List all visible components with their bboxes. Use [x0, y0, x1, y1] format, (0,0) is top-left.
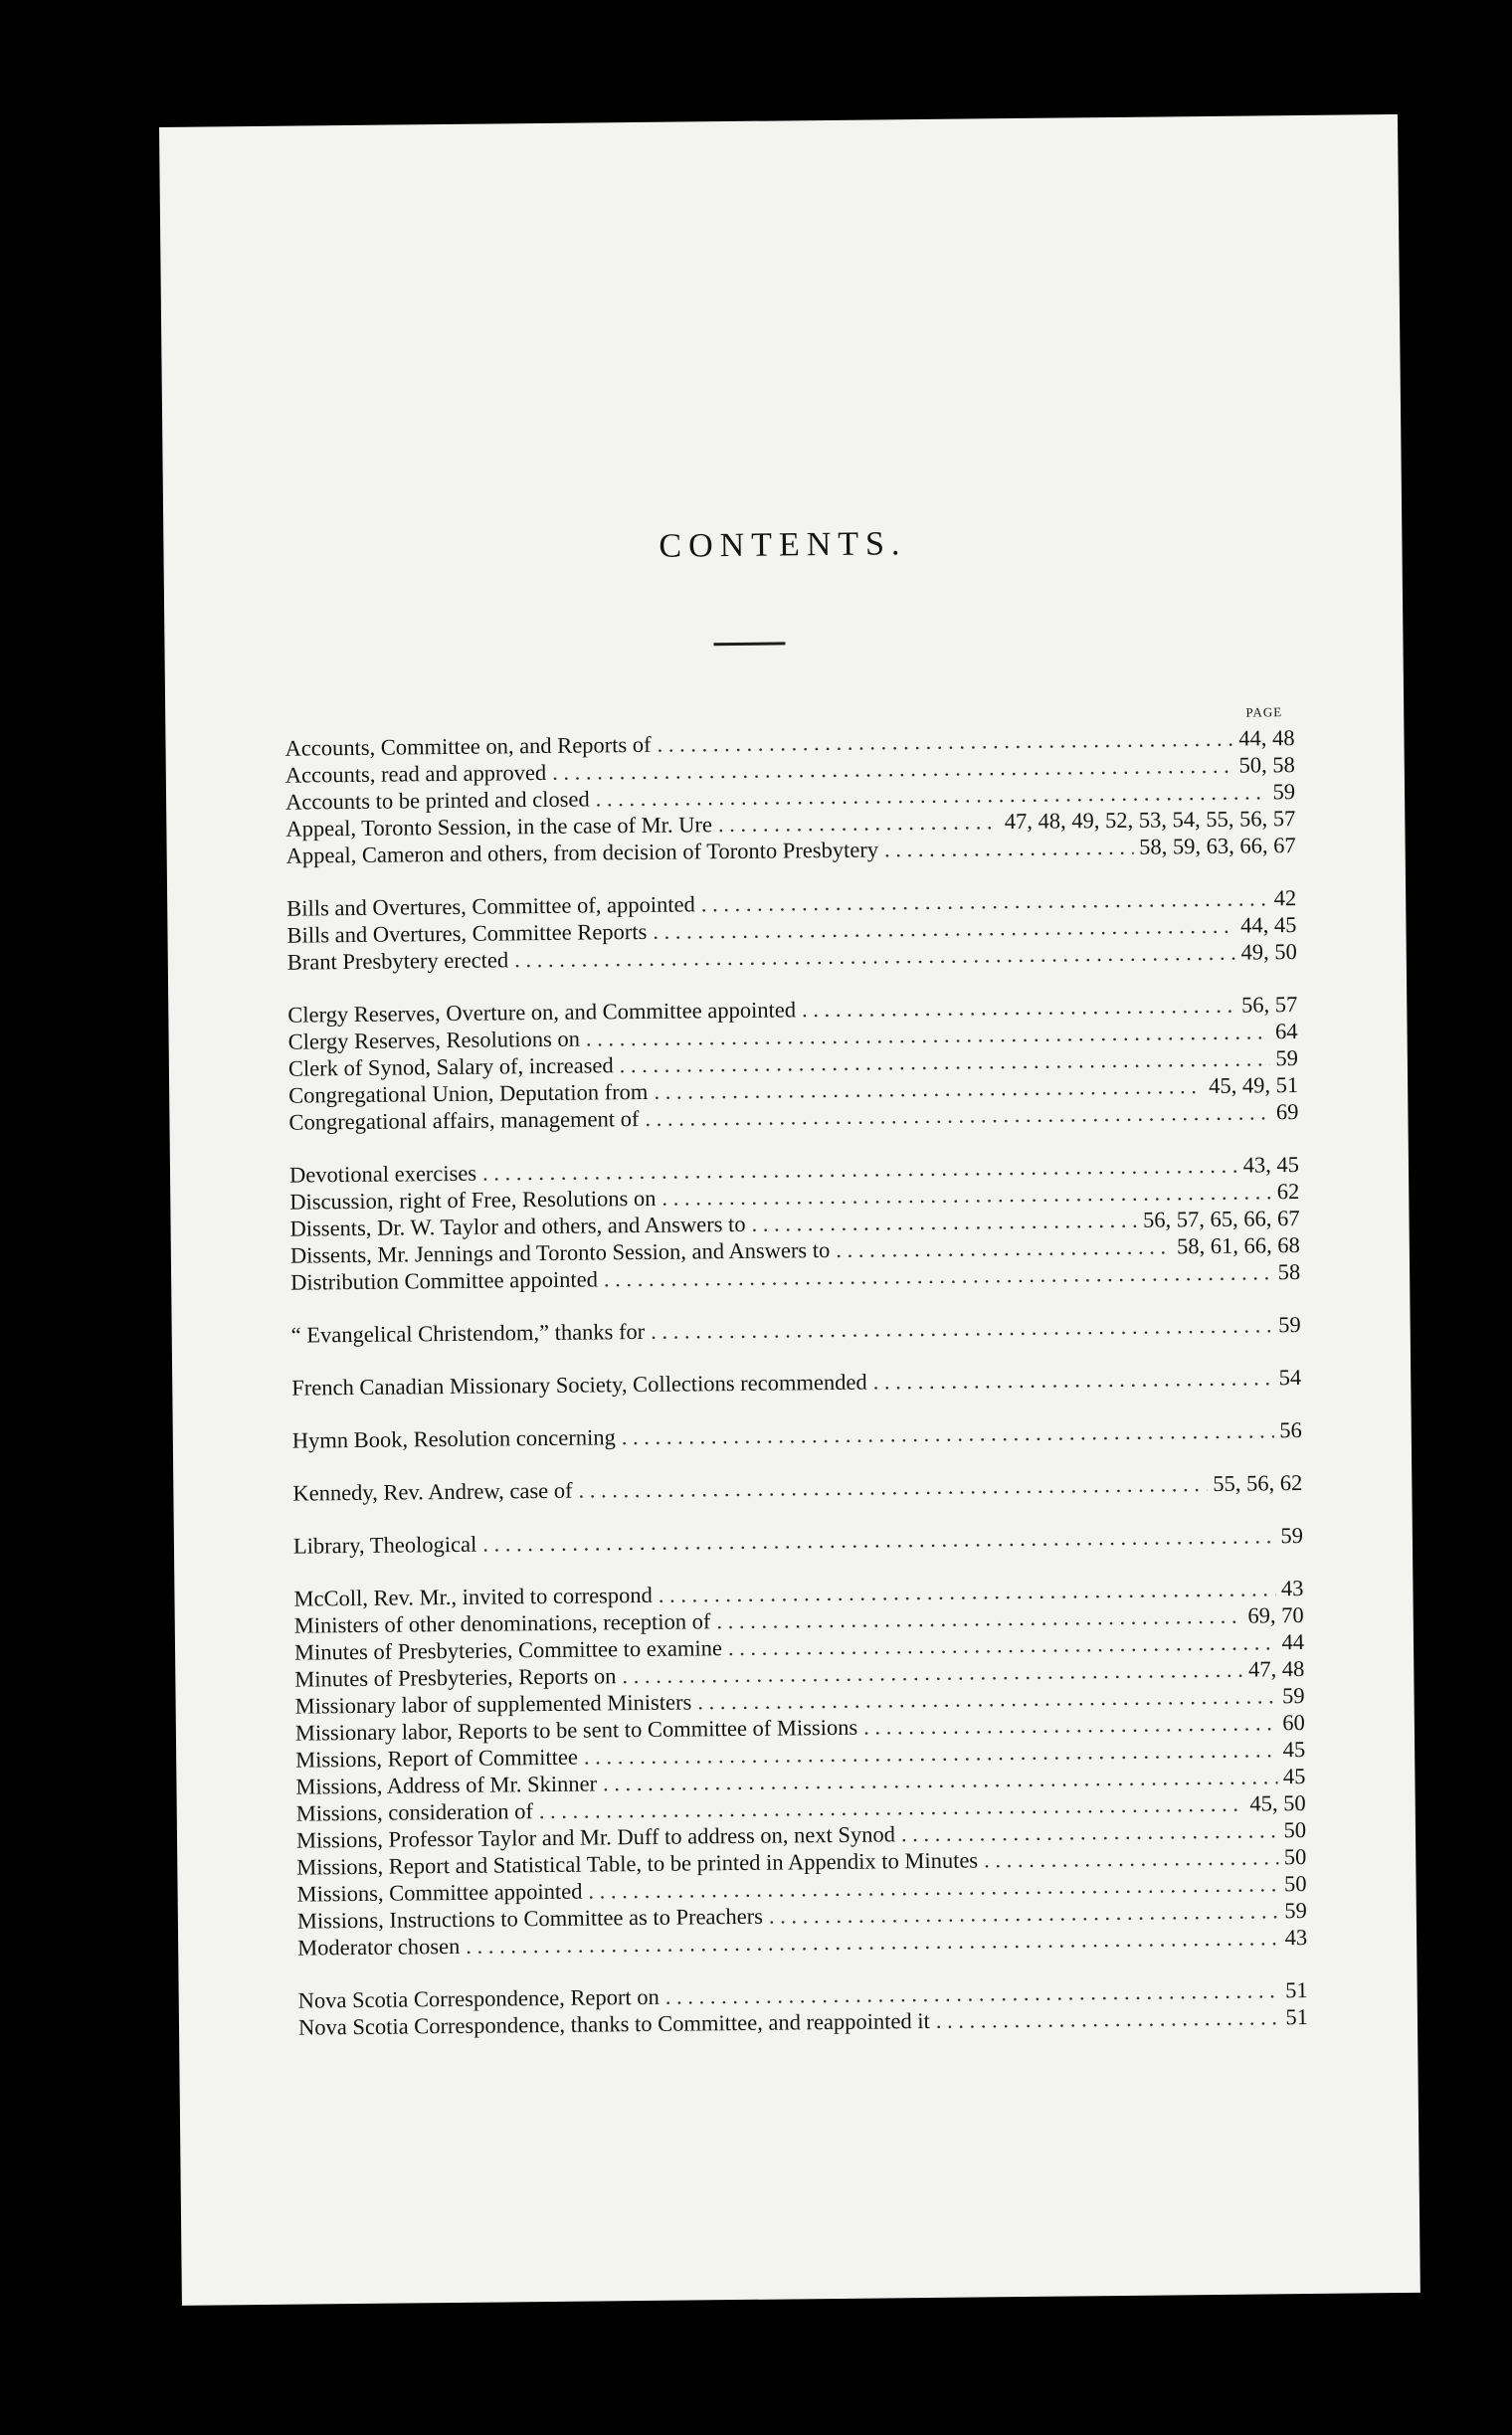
contents-group: [292, 1469, 1302, 1507]
entry-text: McColl, Rev. Mr., invited to correspond: [293, 1582, 653, 1611]
contents-list: [284, 724, 1308, 2067]
contents-entry: [292, 1416, 1302, 1454]
entry-text: Missionary labor, Reports to be sent to Committee of Missions: [294, 1714, 858, 1746]
entry-text: Appeal, Toronto Session, in the case of Mr. Ure: [285, 812, 713, 842]
dot-leader: [482, 1522, 1274, 1557]
entry-pages: 58, 59, 63, 66, 67: [1138, 833, 1296, 859]
entry-text: Library, Theological: [292, 1531, 477, 1559]
entry-text: Distribution Committee appointed: [290, 1266, 598, 1295]
entry-text: Dissents, Mr. Jennings and Toronto Session, and Answers to: [289, 1237, 831, 1268]
entry-text: Missions, Committee appointed: [296, 1878, 583, 1907]
entry-text: Minutes of Presbyteries, Committee to examine: [293, 1635, 723, 1665]
dot-leader: [718, 808, 999, 838]
entry-pages: 56, 57, 65, 66, 67: [1142, 1206, 1300, 1232]
entry-pages: 56, 57: [1240, 992, 1298, 1018]
entry-text: Missions, Instructions to Committee as to Preachers: [296, 1903, 764, 1934]
entry-pages: 55, 56, 62: [1213, 1470, 1303, 1496]
entry-pages: 59: [1278, 1312, 1301, 1338]
entry-text: Hymn Book, Resolution concerning: [291, 1424, 616, 1453]
entry-text: Minutes of Presbyteries, Reports on: [294, 1663, 617, 1692]
dot-leader: [751, 1207, 1137, 1237]
dot-leader: [604, 1258, 1272, 1292]
entry-text: French Canadian Missionary Society, Collections recommended: [291, 1369, 867, 1401]
entry-pages: 50: [1283, 1844, 1307, 1870]
entry-pages: 51: [1285, 1977, 1308, 2003]
entry-pages: 50: [1283, 1871, 1307, 1897]
entry-pages: 59: [1281, 1683, 1305, 1709]
entry-pages: 43: [1280, 1576, 1304, 1601]
entry-text: Nova Scotia Correspondence, thanks to Committee, and reappointed it: [297, 2007, 930, 2040]
entry-pages: 42: [1273, 885, 1297, 911]
entry-text: Bills and Overtures, Committee Reports: [286, 918, 648, 948]
entry-text: Accounts to be printed and closed: [284, 786, 590, 815]
contents-group: [293, 1575, 1307, 1962]
entry-pages: 45, 50: [1249, 1790, 1306, 1816]
entry-text: Moderator chosen: [297, 1933, 461, 1961]
entry-pages: 58: [1277, 1259, 1301, 1285]
entry-pages: 49, 50: [1240, 939, 1297, 965]
dot-leader: [622, 1416, 1274, 1450]
contents-group: [286, 884, 1297, 976]
entry-text: Congregational affairs, management of: [288, 1106, 640, 1135]
entry-pages: 43: [1284, 1925, 1308, 1951]
entry-pages: 59: [1284, 1898, 1307, 1924]
entry-text: Nova Scotia Correspondence, Report on: [297, 1983, 660, 2013]
entry-text: Bills and Overtures, Committee of, appointed: [286, 891, 695, 921]
page: [159, 114, 1420, 2306]
dot-leader: [873, 1364, 1273, 1395]
entry-text: Congregational Union, Deputation from: [288, 1078, 649, 1108]
entry-pages: 43, 45: [1242, 1152, 1300, 1178]
entry-text: “ Evangelical Christendom,” thanks for: [290, 1318, 646, 1348]
entry-pages: 69: [1275, 1099, 1299, 1125]
entry-pages: 56: [1279, 1417, 1302, 1443]
entry-text: Ministers of other denominations, reception of: [293, 1608, 711, 1638]
entry-text: Brant Presbytery erected: [286, 947, 509, 975]
entry-text: Devotional exercises: [288, 1160, 477, 1188]
page-title: CONTENTS.: [659, 525, 907, 565]
entry-text: Missions, Professor Taylor and Mr. Duff to address on, next Synod: [295, 1821, 896, 1853]
entry-pages: 44: [1281, 1629, 1305, 1655]
entry-pages: 54: [1278, 1365, 1302, 1391]
entry-text: Missions, Address of Mr. Skinner: [295, 1771, 598, 1799]
entry-pages: 62: [1276, 1179, 1300, 1205]
entry-pages: 45: [1282, 1764, 1306, 1789]
entry-pages: 44, 45: [1240, 912, 1297, 938]
entry-text: Dissents, Dr. W. Taylor and others, and Answers to: [289, 1211, 746, 1241]
entry-text: Missionary labor of supplemented Ministers: [294, 1689, 692, 1719]
entry-pages: 45: [1282, 1737, 1306, 1763]
contents-group: [292, 1416, 1302, 1454]
entry-pages: 51: [1285, 2004, 1309, 2030]
dot-leader: [936, 2003, 1280, 2034]
entry-text: Missions, consideration of: [295, 1798, 533, 1826]
contents-group: [289, 1151, 1300, 1296]
contents-entry: [291, 1311, 1301, 1349]
contents-group: [293, 1522, 1303, 1560]
contents-entry: [291, 1364, 1301, 1402]
entry-pages: 60: [1282, 1710, 1305, 1736]
entry-pages: 59: [1280, 1523, 1304, 1549]
page-column-header: PAGE: [1245, 704, 1283, 720]
contents-group: [287, 991, 1298, 1136]
entry-text: Kennedy, Rev. Andrew, case of: [292, 1477, 573, 1506]
entry-pages: 47, 48: [1247, 1656, 1305, 1682]
entry-pages: 47, 48, 49, 52, 53, 54, 55, 56, 57: [1004, 806, 1296, 835]
entry-pages: 64: [1274, 1019, 1298, 1044]
entry-pages: 50: [1283, 1817, 1307, 1843]
contents-entry: [293, 1522, 1303, 1560]
title-rule: [713, 642, 785, 646]
entry-pages: 50, 58: [1238, 752, 1295, 778]
contents-group: [291, 1311, 1301, 1349]
contents-group: [291, 1364, 1301, 1402]
contents-group: [284, 724, 1295, 869]
entry-pages: 58, 61, 66, 68: [1176, 1232, 1300, 1259]
dot-leader: [836, 1232, 1171, 1263]
entry-text: Appeal, Cameron and others, from decision of Toronto Presbytery: [285, 837, 879, 868]
entry-pages: 69, 70: [1247, 1602, 1304, 1628]
entry-text: Discussion, right of Free, Resolutions on: [289, 1185, 657, 1215]
dot-leader: [884, 834, 1133, 863]
contents-group: [298, 1976, 1309, 2041]
entry-text: Clerk of Synod, Salary of, increased: [287, 1052, 614, 1081]
dot-leader: [901, 1816, 1278, 1847]
entry-pages: 44, 48: [1238, 725, 1295, 751]
dot-leader: [645, 1098, 1270, 1132]
contents-entry: [292, 1469, 1302, 1507]
entry-pages: 59: [1272, 779, 1296, 805]
entry-pages: 59: [1275, 1045, 1298, 1071]
entry-text: Clergy Reserves, Overture on, and Committee appointed: [287, 997, 797, 1028]
entry-text: Clergy Reserves, Resolutions on: [287, 1026, 581, 1054]
entry-text: Accounts, Committee on, and Reports of: [284, 731, 652, 761]
dot-leader: [651, 1311, 1272, 1345]
entry-text: Missions, Report and Statistical Table, to be printed in Appendix to Minutes: [296, 1847, 979, 1880]
entry-text: Accounts, read and approved: [284, 759, 547, 788]
dot-leader: [984, 1843, 1278, 1873]
entry-text: Missions, Report of Committee: [295, 1744, 579, 1773]
entry-pages: 45, 49, 51: [1209, 1072, 1299, 1099]
dot-leader: [578, 1470, 1207, 1504]
